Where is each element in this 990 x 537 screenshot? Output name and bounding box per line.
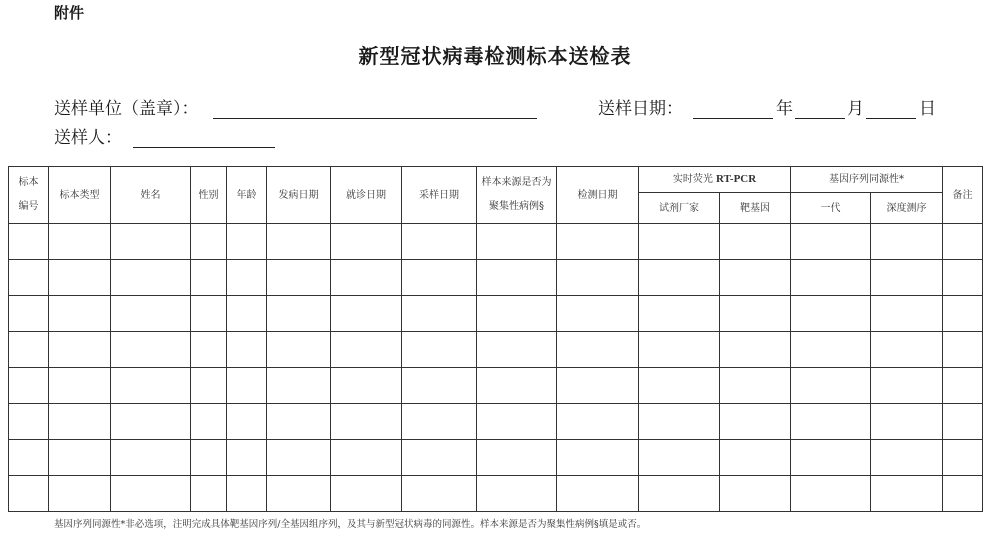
col-header-age: 年龄	[227, 167, 267, 224]
table-cell[interactable]	[331, 476, 402, 512]
table-cell[interactable]	[477, 404, 557, 440]
attachment-label: 附件	[54, 4, 85, 22]
table-cell[interactable]	[227, 440, 267, 476]
table-cell[interactable]	[639, 332, 720, 368]
send-date-month-input-line[interactable]	[795, 118, 845, 119]
col-header-visit-date: 就诊日期	[331, 167, 402, 224]
table-cell[interactable]	[943, 260, 983, 296]
table-cell[interactable]	[331, 296, 402, 332]
table-cell[interactable]	[943, 368, 983, 404]
table-cell[interactable]	[402, 224, 477, 260]
col-header-sample-no	[9, 167, 49, 224]
table-cell[interactable]	[9, 260, 49, 296]
table-cell[interactable]	[267, 260, 331, 296]
table-cell[interactable]	[49, 440, 111, 476]
table-cell[interactable]	[791, 476, 871, 512]
table-cell[interactable]	[791, 368, 871, 404]
send-date-label: 送样日期：	[598, 99, 683, 119]
table-cell[interactable]	[191, 260, 227, 296]
table-cell[interactable]	[331, 440, 402, 476]
table-row	[9, 224, 983, 260]
table-cell[interactable]	[402, 440, 477, 476]
table-cell[interactable]	[871, 440, 943, 476]
table-cell[interactable]	[557, 476, 639, 512]
col-header-deep-seq: 深度测序	[871, 193, 943, 224]
table-cell[interactable]	[720, 404, 791, 440]
table-row	[9, 332, 983, 368]
col-group-rt-pcr	[639, 167, 791, 193]
table-cell[interactable]	[227, 260, 267, 296]
table-cell[interactable]	[227, 296, 267, 332]
table-cell[interactable]	[477, 224, 557, 260]
table-cell[interactable]	[720, 224, 791, 260]
table-cell[interactable]	[191, 368, 227, 404]
table-cell[interactable]	[477, 260, 557, 296]
table-cell[interactable]	[639, 440, 720, 476]
table-cell[interactable]	[477, 332, 557, 368]
table-cell[interactable]	[791, 260, 871, 296]
table-cell[interactable]	[9, 476, 49, 512]
table-cell[interactable]	[720, 440, 791, 476]
table-cell[interactable]	[191, 224, 227, 260]
table-cell[interactable]	[9, 440, 49, 476]
col-header-cluster-case-line2: 聚集性病例§	[489, 201, 544, 212]
table-cell[interactable]	[639, 224, 720, 260]
table-cell[interactable]	[557, 260, 639, 296]
table-cell[interactable]	[557, 332, 639, 368]
table-cell[interactable]	[227, 332, 267, 368]
table-cell[interactable]	[9, 368, 49, 404]
table-cell[interactable]	[720, 476, 791, 512]
table-cell[interactable]	[49, 260, 111, 296]
table-cell[interactable]	[191, 404, 227, 440]
table-cell[interactable]	[111, 296, 191, 332]
table-row	[9, 404, 983, 440]
table-cell[interactable]	[720, 296, 791, 332]
table-cell[interactable]	[791, 332, 871, 368]
table-cell[interactable]	[402, 260, 477, 296]
table-cell[interactable]	[639, 260, 720, 296]
table-row	[9, 368, 983, 404]
table-cell[interactable]	[639, 404, 720, 440]
table-cell[interactable]	[267, 476, 331, 512]
table-cell[interactable]	[402, 296, 477, 332]
table-cell[interactable]	[227, 368, 267, 404]
col-header-reagent-maker: 试剂厂家	[639, 193, 720, 224]
col-group-rt-pcr-label: RT-PCR	[716, 173, 757, 185]
table-cell[interactable]	[9, 224, 49, 260]
col-header-sex: 性别	[191, 167, 227, 224]
table-cell[interactable]	[557, 296, 639, 332]
send-date-day-input-line[interactable]	[866, 118, 916, 119]
col-header-target-gene: 靶基因	[720, 193, 791, 224]
table-cell[interactable]	[943, 440, 983, 476]
form-title: 新型冠状病毒检测标本送检表	[358, 44, 632, 68]
table-cell[interactable]	[720, 368, 791, 404]
send-date-year-input-line[interactable]	[693, 118, 773, 119]
table-cell[interactable]	[111, 368, 191, 404]
table-cell[interactable]	[191, 332, 227, 368]
table-cell[interactable]	[871, 296, 943, 332]
col-header-name: 姓名	[111, 167, 191, 224]
table-cell[interactable]	[227, 404, 267, 440]
table-cell[interactable]	[49, 332, 111, 368]
sample-submission-table	[8, 166, 983, 512]
table-cell[interactable]	[267, 404, 331, 440]
table-cell[interactable]	[227, 224, 267, 260]
col-header-sample-no-line2: 编号	[18, 201, 39, 212]
table-cell[interactable]	[477, 296, 557, 332]
table-cell[interactable]	[943, 404, 983, 440]
month-label: 月	[847, 99, 864, 119]
table-cell[interactable]	[49, 368, 111, 404]
table-cell[interactable]	[49, 404, 111, 440]
table-cell[interactable]	[791, 404, 871, 440]
table-cell[interactable]	[871, 368, 943, 404]
col-header-remark: 备注	[943, 167, 983, 224]
table-cell[interactable]	[111, 332, 191, 368]
table-cell[interactable]	[477, 440, 557, 476]
table-cell[interactable]	[639, 296, 720, 332]
table-cell[interactable]	[191, 440, 227, 476]
table-row	[9, 296, 983, 332]
table-cell[interactable]	[111, 224, 191, 260]
table-cell[interactable]	[557, 368, 639, 404]
table-cell[interactable]	[871, 332, 943, 368]
table-cell[interactable]	[402, 404, 477, 440]
col-group-rt-pcr-prefix: 实时荧光	[672, 174, 717, 185]
table-cell[interactable]	[331, 224, 402, 260]
col-header-cluster-case-line1: 样本来源是否为	[481, 177, 552, 188]
col-group-gene-seq: 基因序列同源性*	[791, 167, 943, 193]
table-cell[interactable]	[402, 476, 477, 512]
table-cell[interactable]	[639, 368, 720, 404]
table-cell[interactable]	[557, 224, 639, 260]
col-header-sample-type: 标本类型	[49, 167, 111, 224]
table-body	[9, 224, 983, 512]
col-header-gen-one: 一代	[791, 193, 871, 224]
col-header-cluster-case	[477, 167, 557, 224]
table-cell[interactable]	[557, 404, 639, 440]
table-cell[interactable]	[871, 404, 943, 440]
table-cell[interactable]	[402, 368, 477, 404]
sender-unit-input-line[interactable]	[213, 118, 537, 119]
table-cell[interactable]	[331, 404, 402, 440]
table-cell[interactable]	[227, 476, 267, 512]
table-cell[interactable]	[267, 368, 331, 404]
table-cell[interactable]	[111, 404, 191, 440]
table-cell[interactable]	[477, 476, 557, 512]
table-cell[interactable]	[111, 476, 191, 512]
col-header-test-date: 检测日期	[557, 167, 639, 224]
table-cell[interactable]	[943, 296, 983, 332]
table-cell[interactable]	[49, 224, 111, 260]
table-cell[interactable]	[943, 332, 983, 368]
table-cell[interactable]	[791, 224, 871, 260]
table-cell[interactable]	[943, 224, 983, 260]
table-cell[interactable]	[267, 224, 331, 260]
table-cell[interactable]	[267, 440, 331, 476]
table-cell[interactable]	[49, 296, 111, 332]
table-cell[interactable]	[557, 440, 639, 476]
table-cell[interactable]	[49, 476, 111, 512]
table-cell[interactable]	[267, 332, 331, 368]
table-cell[interactable]	[331, 332, 402, 368]
table-cell[interactable]	[720, 332, 791, 368]
col-header-sample-no-line1: 标本	[18, 177, 39, 188]
col-header-collect-date: 采样日期	[402, 167, 477, 224]
table-cell[interactable]	[331, 368, 402, 404]
table-cell[interactable]	[791, 440, 871, 476]
table-cell[interactable]	[267, 296, 331, 332]
table-cell[interactable]	[9, 332, 49, 368]
table-cell[interactable]	[191, 296, 227, 332]
table-cell[interactable]	[943, 476, 983, 512]
col-header-onset-date: 发病日期	[267, 167, 331, 224]
table-row	[9, 260, 983, 296]
table-cell[interactable]	[477, 368, 557, 404]
table-row	[9, 440, 983, 476]
table-cell[interactable]	[402, 332, 477, 368]
table-cell[interactable]	[191, 476, 227, 512]
table-cell[interactable]	[639, 476, 720, 512]
table-cell[interactable]	[720, 260, 791, 296]
table-cell[interactable]	[871, 224, 943, 260]
table-cell[interactable]	[111, 440, 191, 476]
table-cell[interactable]	[791, 296, 871, 332]
table-row	[9, 476, 983, 512]
sender-person-input-line[interactable]	[133, 147, 275, 148]
table-cell[interactable]	[871, 260, 943, 296]
table-cell[interactable]	[9, 404, 49, 440]
day-label: 日	[919, 99, 936, 119]
year-label: 年	[776, 99, 793, 119]
sender-person-label: 送样人：	[54, 128, 122, 148]
table-cell[interactable]	[331, 260, 402, 296]
footnote: 基因序列同源性*非必选项，注明完成具体靶基因序列/全基因组序列，及其与新型冠状病毒的同源性。样本来源是否为聚集性病例§填是或否。	[54, 519, 647, 530]
table-cell[interactable]	[871, 476, 943, 512]
table-cell[interactable]	[9, 296, 49, 332]
sender-unit-label: 送样单位（盖章）：	[54, 99, 199, 119]
table-cell[interactable]	[111, 260, 191, 296]
